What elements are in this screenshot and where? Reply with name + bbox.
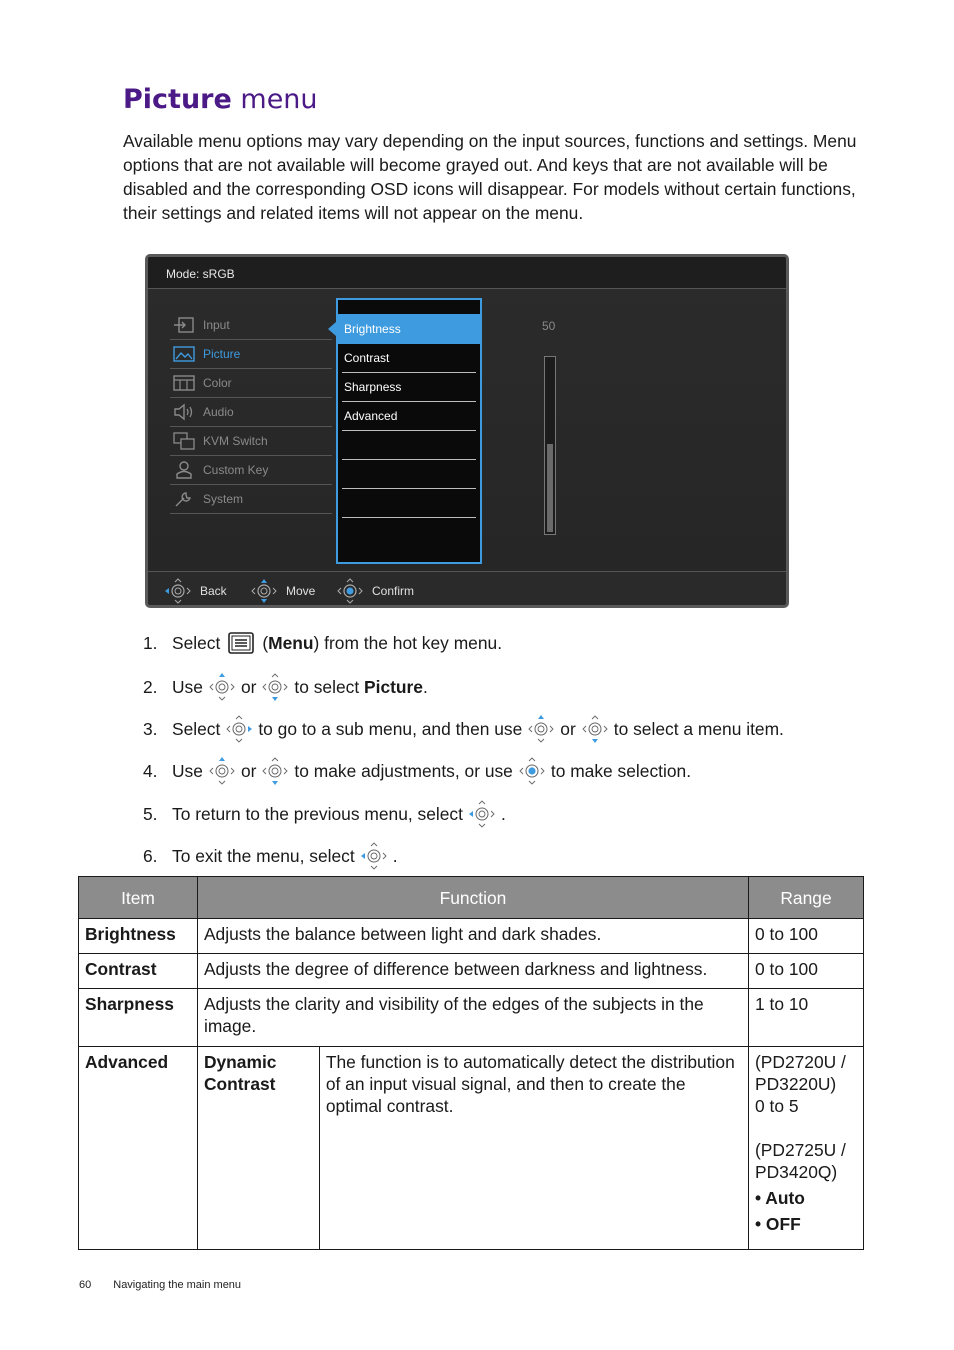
row-item: Contrast — [79, 954, 198, 989]
step-1 — [143, 632, 502, 654]
step-number: 5. — [143, 803, 158, 824]
table-header-row — [79, 877, 864, 919]
osd-sub-item-label: Sharpness — [344, 380, 402, 394]
range-option: • OFF — [755, 1214, 801, 1234]
header-item: Item — [79, 877, 198, 919]
osd-move-label: Move — [286, 584, 316, 598]
step-text: or — [240, 760, 257, 781]
header-function: Function — [197, 877, 748, 919]
osd-sub-item-contrast[interactable] — [342, 344, 476, 373]
osd-menu-item-label: Picture — [203, 347, 241, 361]
intro-paragraph: Available menu options may vary depending on the input sources, functions and settings. Menu options that are not available will become grayed out. And keys that are not available will be disabled and the corresponding OSD icons will disappear. For models without certain functions, their settings and related items will not appear on the menu. — [123, 131, 857, 223]
step-text: Select — [172, 632, 221, 653]
picture-icon — [173, 345, 197, 363]
osd-move-hint — [248, 578, 315, 604]
table-row — [79, 989, 864, 1047]
joystick-up-down-icon — [248, 578, 280, 604]
table-row — [79, 1047, 864, 1250]
wrench-icon — [173, 490, 197, 508]
step-text: ( — [262, 632, 269, 653]
step-text: . — [422, 676, 428, 697]
row-item: Brightness — [79, 919, 198, 954]
step-text: to go to a sub menu, and then use — [258, 718, 523, 739]
step-text: . — [500, 803, 506, 824]
osd-body — [148, 289, 786, 571]
osd-menu-item-label: Color — [203, 376, 232, 390]
page-title — [123, 84, 318, 115]
osd-sub-item-sharpness[interactable] — [342, 373, 476, 402]
osd-menu-item-custom-key[interactable] — [170, 456, 332, 485]
page-title-bold: Picture — [123, 84, 232, 115]
osd-sub-item-empty — [342, 431, 476, 460]
range-models-b: (PD2725U / PD3420Q) — [755, 1140, 846, 1182]
step-number: 1. — [143, 632, 158, 653]
step-6 — [143, 841, 398, 871]
row-item: Sharpness — [79, 989, 198, 1047]
osd-menu-item-input[interactable] — [170, 311, 332, 340]
osd-menu-item-color[interactable] — [170, 369, 332, 398]
joystick-press-icon — [517, 756, 547, 786]
page-footer — [79, 1279, 241, 1291]
step-3 — [143, 714, 784, 744]
step-text: To return to the previous menu, select — [172, 803, 463, 824]
joystick-down-icon — [260, 756, 290, 786]
range-value-a: 0 to 5 — [755, 1096, 799, 1116]
step-text: To exit the menu, select — [172, 845, 355, 866]
section-name: Navigating the main menu — [113, 1279, 242, 1291]
joystick-left-icon — [359, 841, 389, 871]
picture-menu-table — [78, 876, 864, 1250]
user-icon — [173, 461, 197, 479]
osd-sub-item-label: Contrast — [344, 351, 390, 365]
step-number: 3. — [143, 718, 158, 739]
joystick-down-icon — [260, 672, 290, 702]
table-row — [79, 919, 864, 954]
kvm-switch-icon — [173, 432, 197, 450]
osd-sub-item-empty — [342, 460, 476, 489]
step-text: . — [392, 845, 398, 866]
step-bold-text: Menu — [268, 632, 314, 653]
osd-screenshot — [145, 254, 789, 608]
step-bold-text: Picture — [364, 676, 423, 697]
slider-value: 50 — [542, 319, 556, 333]
osd-menu-item-system[interactable] — [170, 485, 332, 514]
step-4 — [143, 756, 691, 786]
row-range — [749, 1047, 864, 1250]
joystick-up-icon — [207, 672, 237, 702]
joystick-right-icon — [224, 714, 254, 744]
osd-confirm-hint — [334, 578, 414, 604]
row-function: Adjusts the degree of difference between darkness and lightness. — [197, 954, 748, 989]
step-number: 4. — [143, 760, 158, 781]
step-text: Use — [172, 760, 203, 781]
step-text: Use — [172, 676, 203, 697]
step-text: or — [240, 676, 257, 697]
row-range: 0 to 100 — [749, 919, 864, 954]
osd-menu-item-audio[interactable] — [170, 398, 332, 427]
step-5 — [143, 799, 506, 829]
row-function: The function is to automatically detect the distribution of an input visual signal, and then to create the optimal contrast. — [319, 1047, 748, 1250]
osd-footer — [148, 571, 786, 607]
osd-menu-item-label: Custom Key — [203, 463, 269, 477]
osd-sub-item-advanced[interactable] — [342, 402, 476, 431]
row-sub-item: Dynamic Contrast — [197, 1047, 319, 1250]
step-text: to make selection. — [550, 760, 692, 781]
joystick-down-icon — [580, 714, 610, 744]
page-number: 60 — [79, 1279, 92, 1291]
osd-main-menu — [170, 311, 332, 514]
row-function: Adjusts the balance between light and dark shades. — [197, 919, 748, 954]
range-models-a: (PD2720U / PD3220U) — [755, 1052, 846, 1094]
brightness-slider[interactable] — [544, 356, 556, 535]
osd-menu-item-label: KVM Switch — [203, 434, 268, 448]
step-number: 2. — [143, 676, 158, 697]
selection-arrow-icon — [328, 322, 336, 336]
osd-menu-item-label: Audio — [203, 405, 234, 419]
joystick-press-icon — [334, 578, 366, 604]
page-title-rest: menu — [231, 84, 318, 115]
osd-mode-label: Mode: sRGB — [166, 267, 235, 281]
step-text: to select a menu item. — [613, 718, 784, 739]
osd-back-hint — [162, 578, 227, 604]
step-text: to make adjustments, or use — [294, 760, 513, 781]
joystick-left-icon — [467, 799, 497, 829]
joystick-up-icon — [526, 714, 556, 744]
menu-key-icon — [228, 632, 254, 654]
step-text: ) from the hot key menu. — [313, 632, 503, 653]
step-number: 6. — [143, 845, 158, 866]
range-option: • Auto — [755, 1188, 805, 1208]
step-text: Select — [172, 718, 221, 739]
joystick-up-icon — [207, 756, 237, 786]
osd-header — [148, 257, 786, 289]
osd-sub-item-label: Brightness — [344, 322, 401, 336]
osd-back-label: Back — [200, 584, 227, 598]
osd-sub-item-empty — [342, 489, 476, 518]
speaker-icon — [173, 403, 197, 421]
step-text: to select — [294, 676, 360, 697]
osd-sub-item-brightness[interactable] — [338, 314, 480, 344]
input-icon — [173, 316, 197, 334]
slider-fill — [547, 444, 553, 533]
table-row — [79, 954, 864, 989]
row-range: 1 to 10 — [749, 989, 864, 1047]
header-range: Range — [749, 877, 864, 919]
step-2 — [143, 672, 428, 702]
osd-sub-menu — [336, 298, 482, 564]
osd-menu-item-label: System — [203, 492, 244, 506]
osd-menu-item-picture[interactable] — [170, 340, 332, 369]
row-function: Adjusts the clarity and visibility of the edges of the subjects in the image. — [197, 989, 748, 1047]
color-icon — [173, 374, 197, 392]
osd-menu-item-label: Input — [203, 318, 230, 332]
step-text: or — [560, 718, 576, 739]
osd-confirm-label: Confirm — [372, 584, 415, 598]
row-range: 0 to 100 — [749, 954, 864, 989]
osd-menu-item-kvm-switch[interactable] — [170, 427, 332, 456]
joystick-left-icon — [162, 578, 194, 604]
osd-sub-item-label: Advanced — [344, 409, 398, 423]
row-item: Advanced — [79, 1047, 198, 1250]
